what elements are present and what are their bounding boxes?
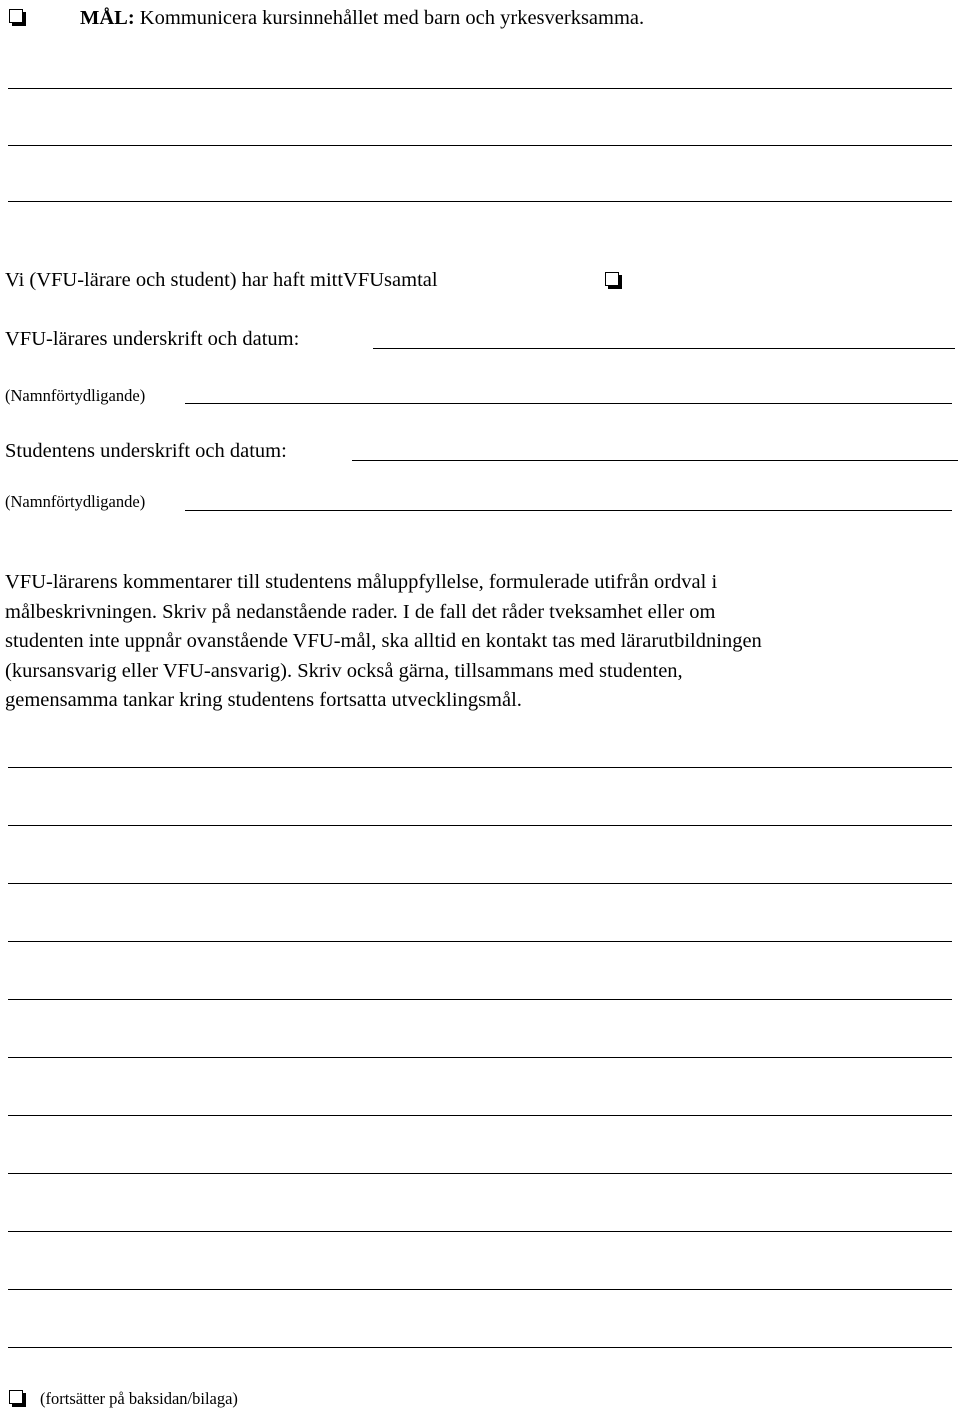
comments-line: målbeskrivningen. Skriv på nedanstående rader. I de fall det råder tveksamhet eller om bbox=[5, 600, 716, 623]
comment-writing-line[interactable] bbox=[8, 1289, 952, 1290]
talk-checkbox[interactable] bbox=[605, 272, 619, 286]
continue-checkbox[interactable] bbox=[9, 1390, 23, 1404]
student-clarification-label: (Namnförtydligande) bbox=[5, 492, 146, 511]
comment-writing-line[interactable] bbox=[8, 883, 952, 884]
goal-answer-line[interactable] bbox=[8, 145, 952, 146]
teacher-clarification-label: (Namnförtydligande) bbox=[5, 386, 146, 405]
comment-writing-line[interactable] bbox=[8, 1173, 952, 1174]
comment-writing-line[interactable] bbox=[8, 941, 952, 942]
teacher-clarification-line[interactable] bbox=[185, 403, 952, 404]
talk-statement: Vi (VFU-lärare och student) har haft mittVFUsamtal bbox=[5, 269, 438, 291]
student-signature-line[interactable] bbox=[352, 460, 958, 461]
goal-row bbox=[80, 6, 644, 30]
student-signature-label: Studentens underskrift och datum: bbox=[5, 440, 287, 462]
comment-writing-line[interactable] bbox=[8, 767, 952, 768]
comments-line: VFU-lärarens kommentarer till studentens måluppfyllelse, formulerade utifrån ordval i bbox=[5, 571, 718, 593]
teacher-signature-line[interactable] bbox=[373, 348, 955, 349]
comments-line: (kursansvarig eller VFU-ansvarig). Skriv också gärna, tillsammans med studenten, bbox=[5, 659, 683, 682]
comments-line: gemensamma tankar kring studentens fortsatta utvecklingsmål. bbox=[5, 689, 522, 711]
teacher-signature-label: VFU-lärares underskrift och datum: bbox=[5, 328, 300, 350]
comment-writing-line[interactable] bbox=[8, 1115, 952, 1116]
goal-answer-line[interactable] bbox=[8, 201, 952, 202]
goal-checkbox[interactable] bbox=[9, 9, 23, 23]
goal-answer-line[interactable] bbox=[8, 88, 952, 89]
comment-writing-line[interactable] bbox=[8, 1347, 952, 1348]
comments-instructions bbox=[5, 568, 762, 716]
comment-writing-line[interactable] bbox=[8, 825, 952, 826]
goal-text: Kommunicera kursinnehållet med barn och yrkesverksamma. bbox=[139, 7, 645, 29]
student-clarification-line[interactable] bbox=[185, 510, 952, 511]
comment-writing-line[interactable] bbox=[8, 1231, 952, 1232]
continue-label: (fortsätter på baksidan/bilaga) bbox=[40, 1389, 238, 1408]
comment-writing-line[interactable] bbox=[8, 1057, 952, 1058]
comments-line: studenten inte uppnår ovanstående VFU-mål, ska alltid en kontakt tas med lärarutbildningen bbox=[5, 630, 762, 652]
comment-writing-line[interactable] bbox=[8, 999, 952, 1000]
goal-label: MÅL: bbox=[80, 7, 135, 29]
